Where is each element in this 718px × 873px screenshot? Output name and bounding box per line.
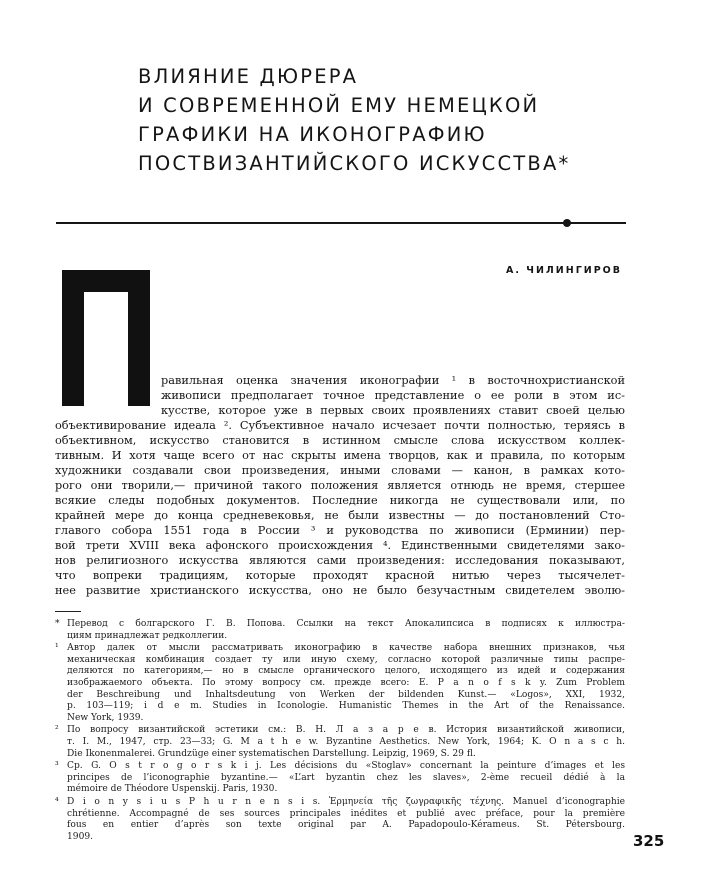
footnote-line: Перевод с болгарского Г. В. Попова. Ссылки на текст Апокалипсиса в подписях к иллюстра- — [67, 619, 625, 629]
article-body — [55, 373, 625, 598]
body-line: тивным. И хотя чаще всего от нас скрыты имена творцов, как и правила, по которым — [55, 449, 625, 462]
footnote — [55, 619, 625, 642]
body-line: нов религиозного искусства являются сами произведения: исследования показывают, — [55, 554, 625, 567]
footnote-line: механическая комбинация создает ту или иную схему, согласно которой различные типы распре- — [67, 654, 625, 665]
body-line: крайней мере до конца средневековья, не были известны — до постановлений Сто- — [55, 509, 625, 522]
footnote-mark: ⁴ — [55, 796, 59, 807]
body-line: вой трети XVIII века афонского происхождения ⁴. Единственными свидетелями зако- — [55, 539, 625, 552]
title-line: ПОСТВИЗАНТИЙСКОГО ИСКУССТВА* — [138, 152, 571, 175]
body-line: объективном, искусство становится в истинном смысле слова искусством коллек- — [55, 434, 625, 447]
footnote-line: 1909. — [67, 831, 94, 842]
title-divider — [56, 218, 626, 228]
footnote-line: fous en entier d’après son texte original par A. Papadopoulo-Kérameus. St. Pétersbourg. — [67, 820, 625, 831]
footnote-mark: * — [55, 619, 60, 629]
divider-dot — [563, 219, 571, 227]
footnote-mark: ³ — [55, 761, 59, 772]
footnote-line: mémoire de Théodore Uspenskij. Paris, 1930. — [67, 784, 278, 795]
footnote-line: Die Ikonenmalerei. Grundzüge einer systematischen Darstellung. Leipzig, 1969, S. 29 fl. — [67, 748, 476, 759]
page-number: 325 — [633, 832, 665, 850]
footnote-mark: ² — [55, 725, 59, 736]
footnote — [55, 725, 625, 760]
footnote-line: деляются по категориям,— но в смысле органического целого, исходящего из идей и содержания — [67, 666, 625, 677]
body-line: живописи предполагает точное представление о ее роли в этом ис- — [161, 389, 625, 402]
body-line: рого они творили,— причиной такого положения является отнюдь не время, стершее — [55, 479, 625, 492]
body-line: художники создавали свои произведения, иными словами — канон, в рамках кото- — [55, 464, 625, 477]
footnote-line: изображаемого объекта. По этому вопросу см. прежде всего: E. P a n o f s k y. Zum Problem — [67, 677, 625, 688]
body-line: равильная оценка значения иконографии ¹ в восточнохристианской — [161, 374, 625, 387]
footnote-line: p. 103—119; i d e m. Studies in Iconologie. Humanistic Themes in the Art of the Renaissance. — [67, 701, 625, 712]
footnote-line: chrétienne. Accompagné de ses sources principales inédites et publié avec préface, pour la première — [67, 808, 625, 819]
body-line: главого собора 1551 года в России ³ и руководства по живописи (Ерминии) пер- — [55, 524, 625, 537]
body-line: нее развитие христианского искусства, оно не было безучастным свидетелем эволю- — [55, 584, 625, 597]
footnote — [55, 643, 625, 724]
body-line: что вопреки традициям, которые проходят красной нитью через тысячелет- — [55, 569, 625, 582]
body-line: всякие следы подобных документов. Последние никогда не существовали или, по — [55, 494, 625, 507]
footnote-line: principes de l’iconographie byzantine.— «L’art byzantin chez les slaves», 2-ème recueil dédié à la — [67, 772, 625, 783]
footnotes — [55, 619, 625, 844]
footnote-line: Автор далек от мысли рассматривать иконографию в качестве набора внешних признаков, чья — [67, 643, 625, 654]
footnote-separator — [55, 611, 81, 612]
divider-line — [56, 222, 626, 224]
footnote-line: т. I. М., 1947, стр. 23—33; G. M a t h e w. Byzantine Aesthetics. New York, 1964; K. O n a s c h. — [67, 736, 625, 747]
author-name: А. ЧИЛИНГИРОВ — [506, 265, 622, 276]
footnote-mark: ¹ — [55, 643, 59, 654]
footnote-line: New York, 1939. — [67, 712, 144, 723]
footnote-line: D i o n y s i u s P h u r n e n s i s. Ἑρμηνεία τῆς ζωγραφικῆς τέχνης. Manuel d’iconographie — [67, 796, 625, 807]
footnote-line: циям принадлежат редколлегии. — [67, 630, 228, 641]
title-line: ГРАФИКИ НА ИКОНОГРАФИЮ — [138, 123, 487, 146]
body-line: кусстве, которое уже в первых своих проявлениях ставит своей целью — [161, 404, 625, 417]
footnote-line: der Beschreibung und Inhaltsdeutung von Werken der bildenden Kunst.— «Logos», XXI, 1932, — [67, 689, 625, 700]
article-title — [138, 62, 658, 178]
footnote-line: По вопросу византийской эстетики см.: В. Н. Л а з а р е в. История византийской живописи, — [67, 725, 625, 736]
footnote — [55, 761, 625, 796]
footnote-line: Cp. G. O s t r o g o r s k i j. Les décisions du «Stoglav» concernant la peinture d’images et les — [67, 761, 625, 772]
footnote — [55, 797, 625, 843]
body-line: объективирование идеала ². Субъективное начало исчезает почти полностью, теряясь в — [55, 419, 625, 432]
title-line: ВЛИЯНИЕ ДЮРЕРА — [138, 65, 359, 88]
title-line: И СОВРЕМЕННОЙ ЕМУ НЕМЕЦКОЙ — [138, 94, 540, 117]
